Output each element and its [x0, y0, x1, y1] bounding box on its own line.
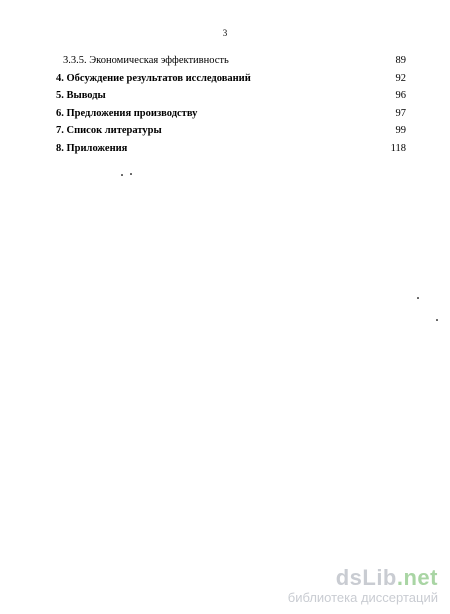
scan-speck	[130, 173, 132, 175]
toc-entry-label: 5. Выводы	[56, 90, 106, 101]
scan-speck	[121, 174, 123, 176]
scan-speck	[436, 319, 438, 321]
table-of-contents	[56, 55, 406, 160]
watermark-tagline: библиотека диссертаций	[287, 590, 438, 605]
toc-entry	[56, 73, 406, 91]
toc-entry	[56, 108, 406, 126]
scan-speck	[417, 297, 419, 299]
page-number: 3	[222, 28, 228, 38]
toc-entry-page: 97	[395, 107, 406, 119]
toc-entry-label: 6. Предложения производству	[56, 107, 198, 119]
toc-entry	[56, 90, 406, 108]
toc-entry-label: 4. Обсуждение результатов исследований	[56, 72, 251, 84]
watermark-logo-main: dsLib	[335, 565, 397, 590]
toc-entry-label: 3.3.5. Экономическая эффективность	[63, 55, 229, 66]
toc-entry-page: 89	[395, 55, 406, 66]
watermark-logo-suffix: .net	[396, 565, 438, 590]
toc-entry	[56, 125, 406, 143]
toc-entry	[56, 143, 406, 161]
toc-entry-label: 7. Список литературы	[56, 125, 162, 136]
watermark	[238, 566, 438, 606]
toc-entry-page: 118	[390, 142, 406, 154]
toc-entry-label: 8. Приложения	[56, 142, 128, 154]
toc-entry	[56, 55, 406, 73]
toc-entry-page: 99	[395, 125, 406, 136]
watermark-logo	[238, 566, 438, 590]
toc-entry-page: 92	[395, 72, 406, 84]
toc-entry-page: 96	[395, 90, 406, 101]
